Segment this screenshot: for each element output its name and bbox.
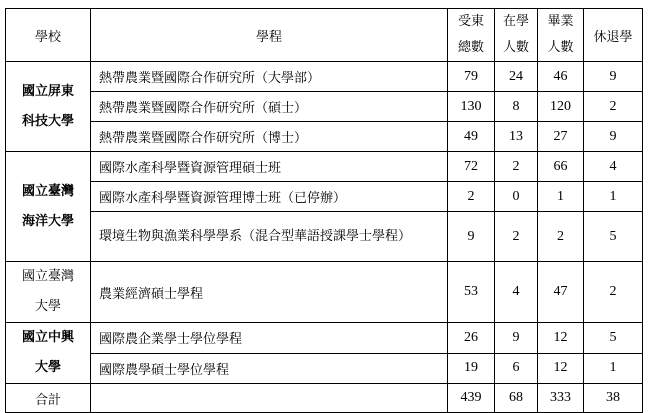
program-cell: 熱帶農業暨國際合作研究所（碩士） <box>91 92 448 122</box>
program-cell: 熱帶農業暨國際合作研究所（大學部） <box>91 62 448 92</box>
graduated-cell: 1 <box>538 182 584 212</box>
header-total-line1: 受東 <box>457 14 484 29</box>
school-name-line2: 科技大學 <box>21 113 74 129</box>
graduated-cell: 12 <box>538 353 584 384</box>
header-graduated <box>538 9 584 62</box>
header-enrolled-line1: 在學 <box>502 14 529 29</box>
suspended-cell: 2 <box>584 262 643 323</box>
statistics-table <box>5 8 643 413</box>
enrolled-cell: 6 <box>495 353 538 384</box>
graduated-cell: 12 <box>538 323 584 354</box>
header-school: 學校 <box>6 9 91 62</box>
school-name-line2: 海洋大學 <box>21 213 74 229</box>
header-enrolled-line2: 人數 <box>502 40 529 55</box>
total-cell: 19 <box>448 353 495 384</box>
total-cell: 9 <box>448 212 495 262</box>
header-total-line2: 總數 <box>457 40 484 55</box>
program-cell: 國際水產科學暨資源管理碩士班 <box>91 152 448 182</box>
school-name-line1: 國立屏東 <box>21 83 74 99</box>
suspended-cell: 1 <box>584 182 643 212</box>
enrolled-cell: 4 <box>495 262 538 323</box>
header-total <box>448 9 495 62</box>
table-row <box>6 92 643 122</box>
enrolled-cell: 13 <box>495 122 538 152</box>
school-name-line1: 國立臺灣 <box>21 269 74 284</box>
table-row <box>6 152 643 182</box>
suspended-cell: 5 <box>584 323 643 354</box>
suspended-cell: 4 <box>584 152 643 182</box>
graduated-cell: 46 <box>538 62 584 92</box>
suspended-cell: 9 <box>584 62 643 92</box>
enrolled-sum: 68 <box>495 384 538 413</box>
table-row <box>6 212 643 262</box>
graduated-cell: 120 <box>538 92 584 122</box>
enrolled-cell: 24 <box>495 62 538 92</box>
table-row <box>6 323 643 354</box>
school-cell <box>6 262 91 323</box>
school-cell <box>6 152 91 262</box>
table-row <box>6 262 643 323</box>
graduated-sum: 333 <box>538 384 584 413</box>
graduated-cell: 47 <box>538 262 584 323</box>
header-enrolled <box>495 9 538 62</box>
program-cell: 環境生物與漁業科學學系（混合型華語授課學士學程） <box>91 212 448 262</box>
school-name-line2: 大學 <box>34 360 61 375</box>
enrolled-cell: 2 <box>495 152 538 182</box>
graduated-cell: 66 <box>538 152 584 182</box>
header-row <box>6 9 643 62</box>
school-name-line1: 國立中興 <box>21 330 74 345</box>
table-row <box>6 62 643 92</box>
suspended-sum: 38 <box>584 384 643 413</box>
total-label: 合計 <box>6 384 91 413</box>
suspended-cell: 1 <box>584 353 643 384</box>
enrolled-cell: 0 <box>495 182 538 212</box>
total-cell: 49 <box>448 122 495 152</box>
enrolled-cell: 9 <box>495 323 538 354</box>
suspended-cell: 9 <box>584 122 643 152</box>
enrolled-cell: 2 <box>495 212 538 262</box>
header-graduated-line1: 畢業 <box>547 14 574 29</box>
program-cell: 國際農學碩士學位學程 <box>91 353 448 384</box>
header-program: 學程 <box>91 9 448 62</box>
table-row <box>6 182 643 212</box>
total-cell: 2 <box>448 182 495 212</box>
total-program-empty <box>91 384 448 413</box>
total-cell: 53 <box>448 262 495 323</box>
graduated-cell: 2 <box>538 212 584 262</box>
table-row <box>6 122 643 152</box>
header-suspended: 休退學 <box>584 9 643 62</box>
table-row <box>6 353 643 384</box>
suspended-cell: 2 <box>584 92 643 122</box>
program-cell: 國際水產科學暨資源管理博士班（已停辦） <box>91 182 448 212</box>
total-cell: 130 <box>448 92 495 122</box>
total-cell: 72 <box>448 152 495 182</box>
total-cell: 26 <box>448 323 495 354</box>
program-cell: 國際農企業學士學位學程 <box>91 323 448 354</box>
school-cell <box>6 62 91 152</box>
school-name-line2: 大學 <box>34 299 61 314</box>
program-cell: 農業經濟碩士學程 <box>91 262 448 323</box>
school-cell <box>6 323 91 384</box>
header-graduated-line2: 人數 <box>547 40 574 55</box>
enrolled-cell: 8 <box>495 92 538 122</box>
total-sum: 439 <box>448 384 495 413</box>
graduated-cell: 27 <box>538 122 584 152</box>
total-row <box>6 384 643 413</box>
school-name-line1: 國立臺灣 <box>21 183 74 199</box>
suspended-cell: 5 <box>584 212 643 262</box>
program-cell: 熱帶農業暨國際合作研究所（博士） <box>91 122 448 152</box>
total-cell: 79 <box>448 62 495 92</box>
